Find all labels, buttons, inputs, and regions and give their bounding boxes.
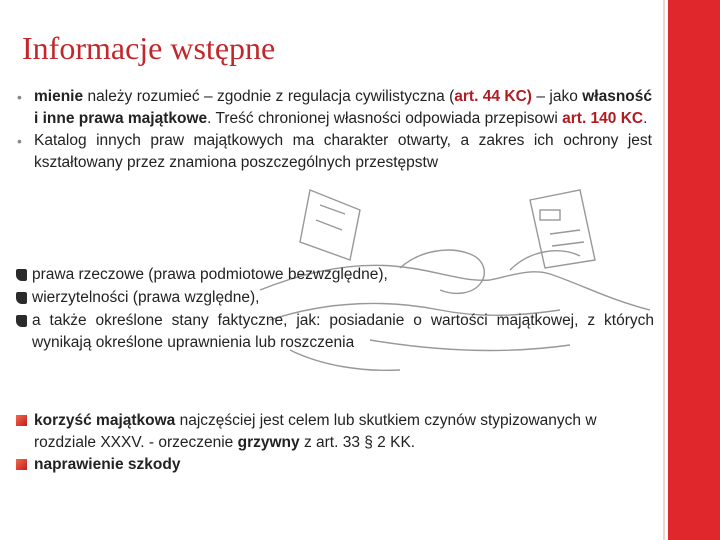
checkbox-bullet-icon [16, 315, 27, 327]
rights-list [14, 264, 654, 355]
text-part: naprawienie szkody [34, 456, 181, 473]
bullet-dot-icon: • [17, 133, 22, 149]
red-square-bullet-icon [16, 415, 27, 426]
list-item [14, 410, 634, 454]
text-part: grzywny [237, 434, 300, 451]
bullet-text [34, 88, 652, 127]
list-item [14, 287, 654, 309]
text-part: należy rozumieć – zgodnie z regulacja cywilistyczna ( [83, 88, 455, 105]
accent-divider [663, 0, 665, 540]
text-part: z art. 33 § 2 KK. [299, 434, 416, 451]
text-part: – jako [531, 88, 583, 105]
checkbox-bullet-icon [16, 269, 27, 281]
text-part: . Treść chronionej własności odpowiada przepisowi [207, 110, 563, 127]
text-part: . [643, 110, 648, 127]
bullet-text: Katalog innych praw majątkowych ma charakter otwarty, a zakres ich ochrony jest kształtowany przez znamiona poszczególnych przestępstw [34, 132, 652, 171]
text-part: mienie [34, 88, 84, 105]
checkbox-bullet-icon [16, 292, 27, 304]
list-item [14, 454, 634, 476]
list-item [14, 310, 654, 354]
list-item [14, 264, 654, 286]
bullet-dot-icon: • [17, 89, 22, 105]
list-item-text: prawa rzeczowe (prawa podmiotowe bezwzględne), [32, 266, 388, 283]
text-part: własność i inne prawa majątkowe [34, 88, 652, 127]
bullet-mienie [12, 86, 652, 130]
page-title: Informacje wstępne [22, 30, 276, 66]
text-part: najczęściej jest celem lub skutkiem czynów stypizowanych w rozdziale XXXV. - orzeczenie [34, 412, 597, 451]
text-part: korzyść majątkowa [34, 412, 176, 429]
accent-bar [668, 0, 720, 540]
list-item-text: a także określone stany faktyczne, jak: posiadanie o wartości majątkowej, z których wynikają określone uprawnienia lub roszczenia [32, 312, 654, 351]
consequences-list [14, 410, 634, 476]
bullet-katalog [12, 130, 652, 174]
intro-bullets [12, 86, 652, 174]
text-part: art. 140 KC [562, 110, 644, 127]
red-square-bullet-icon [16, 459, 27, 470]
text-part: art. 44 KC) [454, 88, 532, 105]
list-item-text: wierzytelności (prawa względne), [32, 289, 260, 306]
